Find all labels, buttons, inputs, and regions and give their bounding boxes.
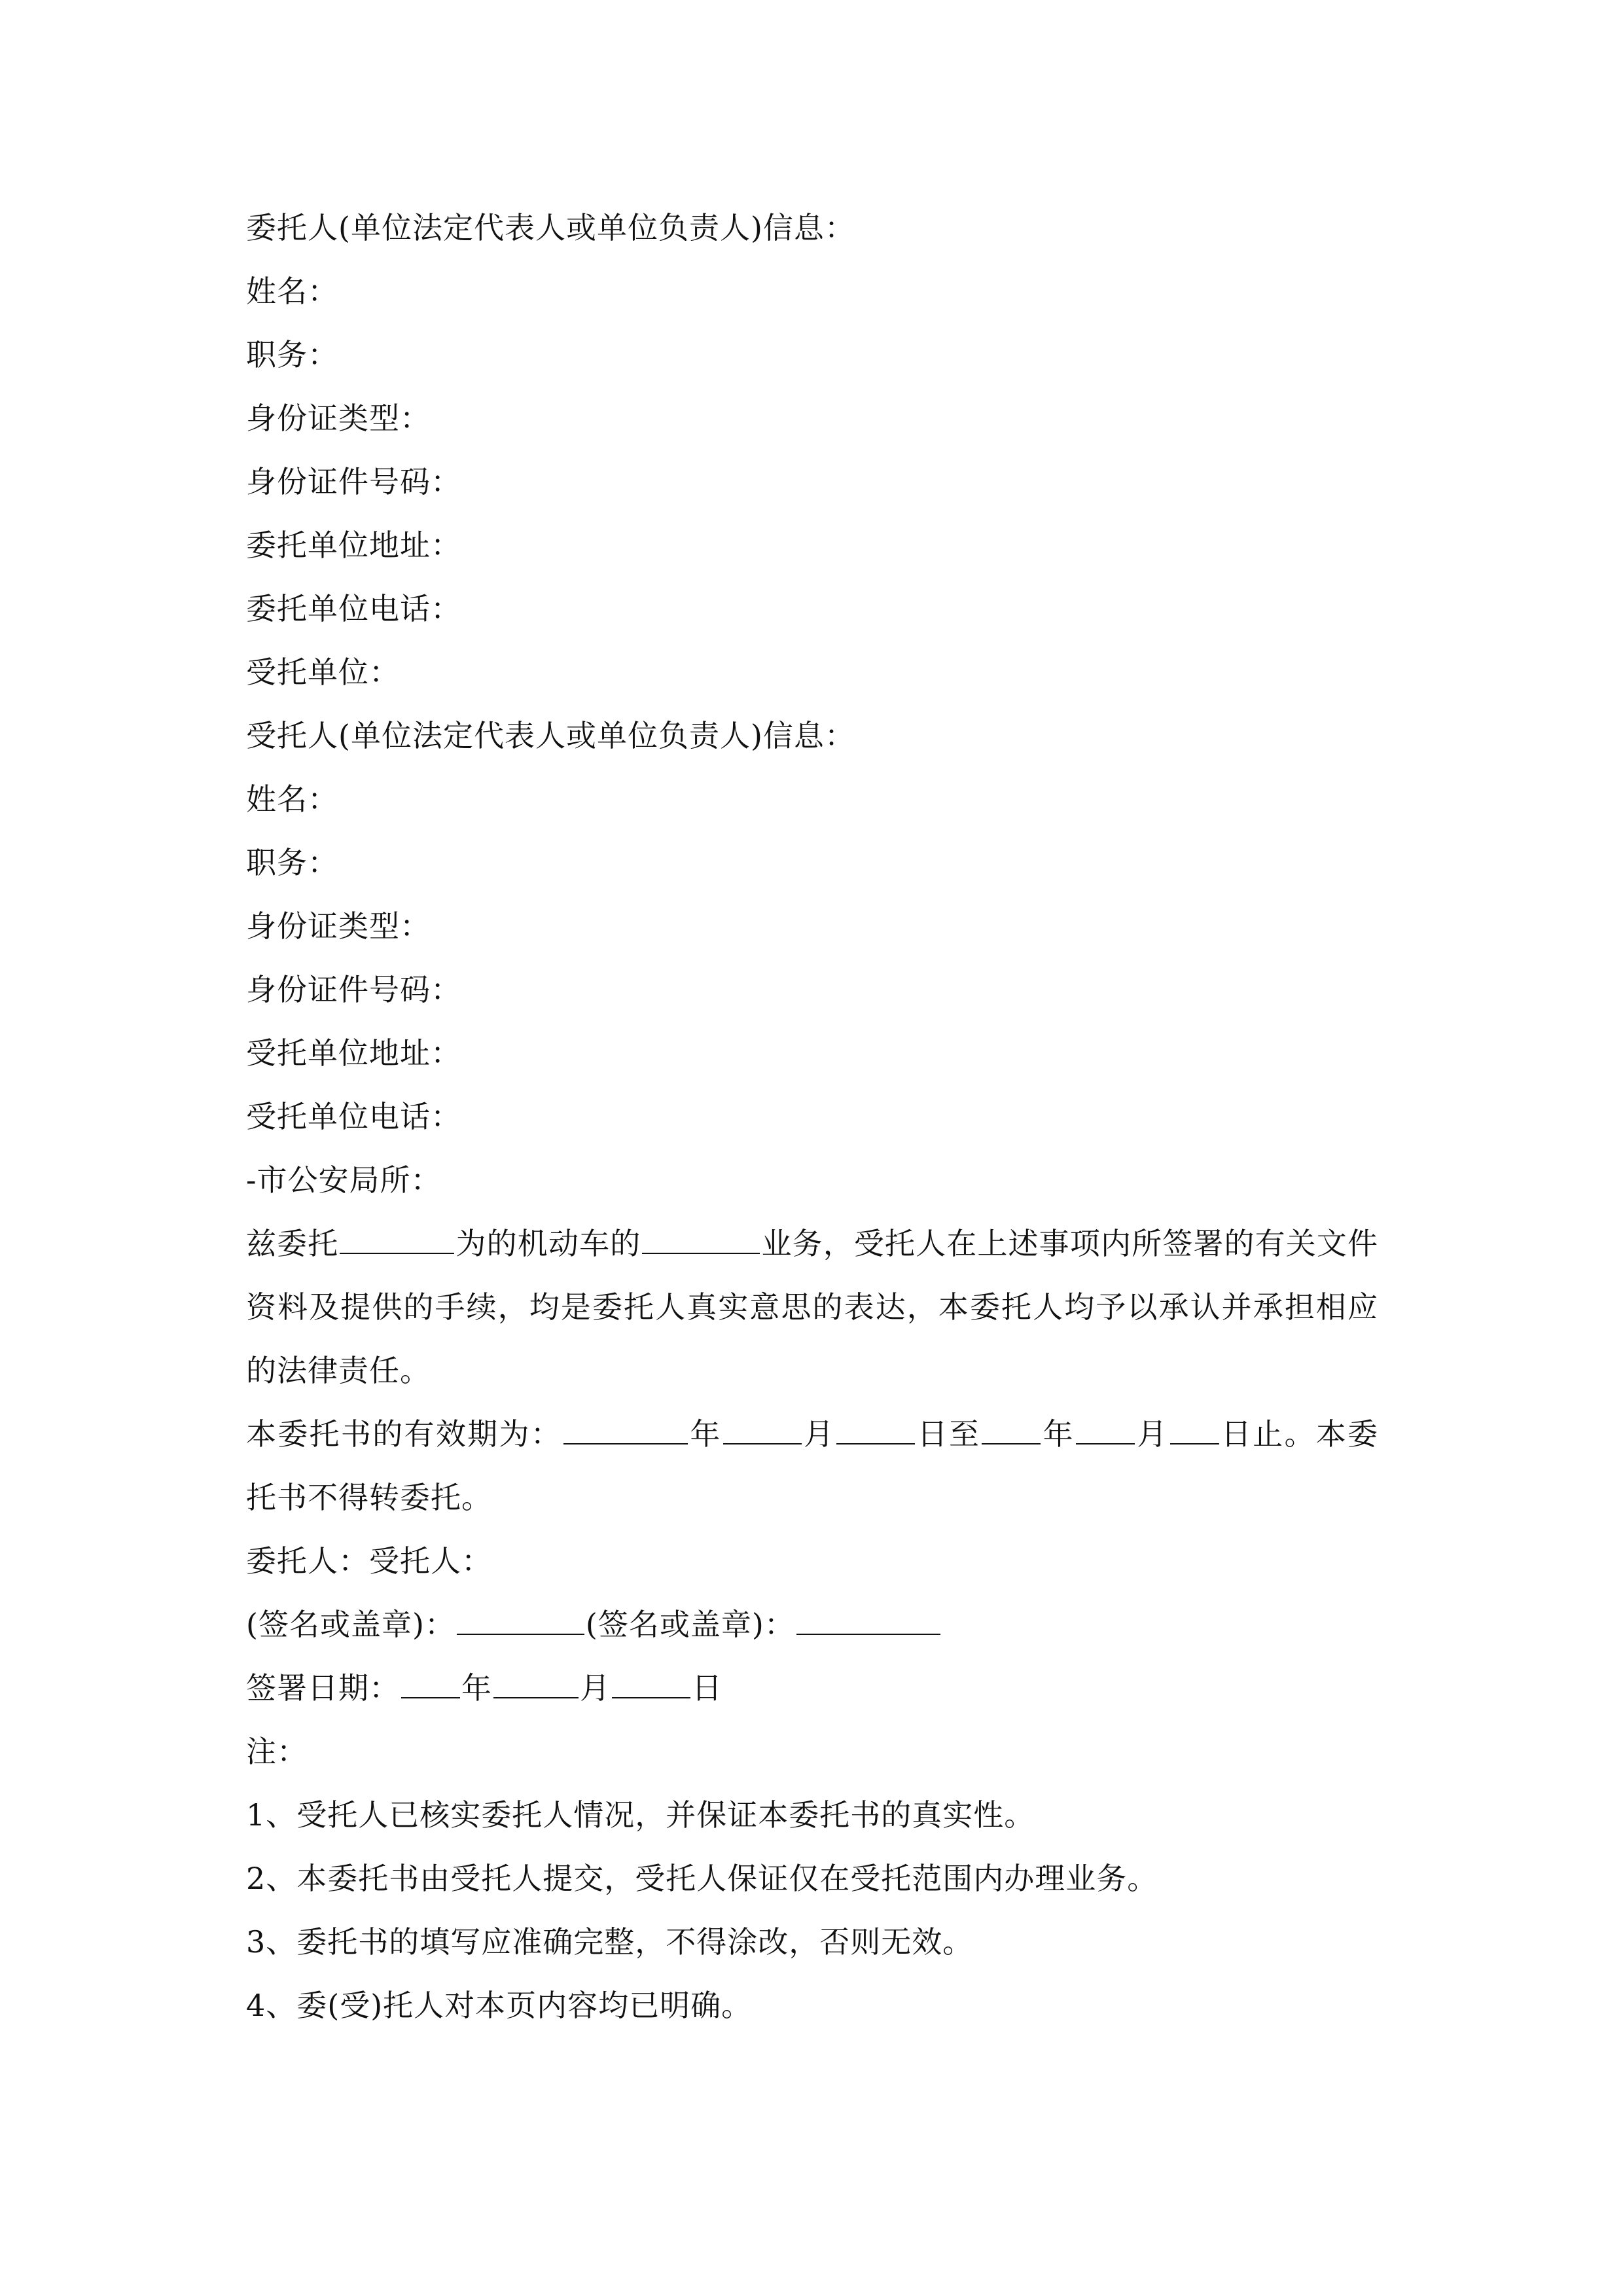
principal-heading: 委托人(单位法定代表人或单位负责人)信息： [246, 210, 855, 245]
end-month-blank [1076, 1414, 1135, 1444]
note-item: 4、委(受)托人对本页内容均已明确。 [246, 1988, 753, 2023]
principal-signature-blank [457, 1605, 584, 1635]
agent-name-field: 姓名： [246, 781, 338, 817]
agent-id-type-field: 身份证类型： [246, 908, 431, 944]
sign-year-blank [401, 1668, 460, 1698]
sign-day-blank [612, 1668, 690, 1698]
validity-prefix: 本委托书的有效期为： [246, 1416, 563, 1452]
body-text-2: 为的机动车的 [455, 1226, 641, 1261]
body-text-1: 兹委托 [246, 1226, 339, 1261]
principal-name-field: 姓名： [246, 274, 338, 309]
start-year-blank [563, 1414, 688, 1444]
business-type-blank [642, 1224, 760, 1254]
entrusted-party-blank [340, 1224, 454, 1254]
signature-line [246, 1593, 1378, 1657]
document-page [246, 196, 1378, 2037]
body-text-3: 业务，受托人在上述事项内所签署的有关文件资料及提供的手续，均是委托人真实意思的表达，本委托人均予以承认并承担相应的法律责任。 [246, 1226, 1379, 1388]
notes-title: 注： [246, 1734, 308, 1769]
end-year-label: 年 [1042, 1416, 1075, 1452]
principal-id-type-field: 身份证类型： [246, 401, 431, 436]
principal-phone-field: 委托单位电话： [246, 591, 461, 626]
principal-address-field: 委托单位地址： [246, 528, 461, 563]
sign-date-label: 签署日期： [246, 1670, 400, 1706]
validity-paragraph [246, 1403, 1378, 1530]
start-day-label: 日至 [916, 1416, 981, 1452]
parties-line: 委托人：受托人： [246, 1543, 492, 1579]
start-year-label: 年 [689, 1416, 722, 1452]
sign-date-line [246, 1657, 1378, 1720]
note-item: 1、受托人已核实委托人情况，并保证本委托书的真实性。 [246, 1797, 1035, 1833]
end-day-blank [1170, 1414, 1219, 1444]
agent-phone-field: 受托单位电话： [246, 1099, 461, 1134]
sign-month-blank [493, 1668, 579, 1698]
agent-id-number-field: 身份证件号码： [246, 972, 461, 1007]
start-month-blank [723, 1414, 802, 1444]
agent-signature-label: (签名或盖章)： [585, 1607, 795, 1642]
principal-id-number-field: 身份证件号码： [246, 464, 461, 499]
agent-address-field: 受托单位地址： [246, 1035, 461, 1071]
agent-unit-field: 受托单位： [246, 655, 400, 690]
sign-year-label: 年 [461, 1670, 492, 1706]
agent-heading: 受托人(单位法定代表人或单位负责人)信息： [246, 718, 855, 753]
sign-day-label: 日 [692, 1670, 722, 1706]
addressee: -市公安局所： [246, 1162, 442, 1198]
agent-signature-blank [796, 1605, 940, 1635]
start-month-label: 月 [802, 1416, 836, 1452]
end-day-label: 日止。本委托书不得转委托。 [246, 1416, 1379, 1515]
principal-position-field: 职务： [246, 337, 338, 372]
end-month-label: 月 [1135, 1416, 1169, 1452]
sign-month-label: 月 [580, 1670, 611, 1706]
agent-position-field: 职务： [246, 845, 338, 880]
note-item: 2、本委托书由受托人提交，受托人保证仅在受托范围内办理业务。 [246, 1861, 1158, 1896]
principal-signature-label: (签名或盖章)： [246, 1607, 455, 1642]
note-item: 3、委托书的填写应准确完整，不得涂改，否则无效。 [246, 1924, 974, 1960]
start-day-blank [836, 1414, 915, 1444]
authorization-paragraph [246, 1212, 1378, 1403]
end-year-blank [982, 1414, 1041, 1444]
